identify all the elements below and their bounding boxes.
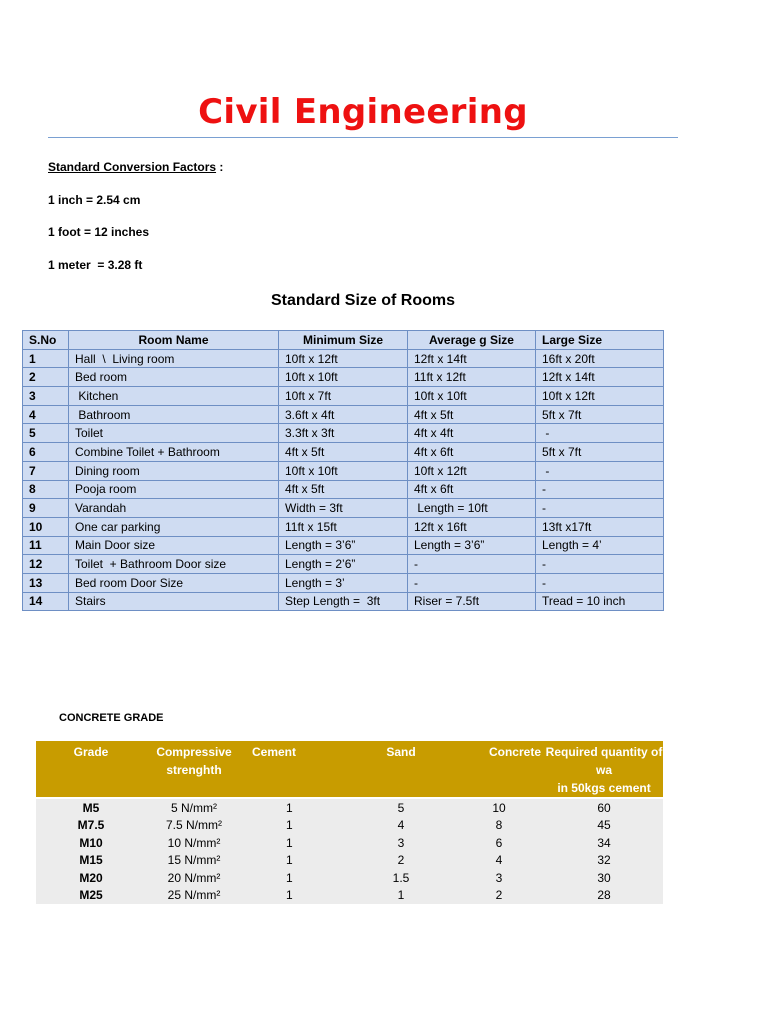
room-cell-room-name: Dining room xyxy=(69,461,279,480)
table-row xyxy=(36,834,663,852)
header-grade: Grade xyxy=(36,741,146,797)
room-cell-minimum-size: 10ft x 10ft xyxy=(279,461,408,480)
table-row xyxy=(36,887,663,905)
table-row xyxy=(23,517,664,536)
table-row xyxy=(23,443,664,462)
room-cell-sno: 11 xyxy=(23,536,69,555)
table-row xyxy=(23,592,664,611)
concrete-cell-grade: M15 xyxy=(36,852,146,870)
title-divider xyxy=(48,137,678,138)
concrete-cell-concrete: 10 xyxy=(453,799,545,817)
header-water-quantity: Required quantity of wa in 50kgs cement xyxy=(545,741,663,797)
room-cell-room-name: One car parking xyxy=(69,517,279,536)
room-cell-large-size: - xyxy=(536,424,664,443)
room-cell-sno: 9 xyxy=(23,499,69,518)
concrete-cell-sand: 4 xyxy=(349,817,453,835)
room-cell-sno: 1 xyxy=(23,349,69,368)
header-large-size: Large Size xyxy=(536,331,664,350)
concrete-grade-label: CONCRETE GRADE xyxy=(59,712,164,724)
concrete-table-header-row xyxy=(36,741,663,797)
room-cell-minimum-size: 3.3ft x 3ft xyxy=(279,424,408,443)
room-cell-minimum-size: 4ft x 5ft xyxy=(279,443,408,462)
room-cell-large-size: 16ft x 20ft xyxy=(536,349,664,368)
room-cell-minimum-size: Length = 2’6” xyxy=(279,555,408,574)
room-cell-average-size: Length = 3’6” xyxy=(408,536,536,555)
room-cell-large-size: Length = 4’ xyxy=(536,536,664,555)
table-row xyxy=(23,368,664,387)
concrete-cell-concrete: 8 xyxy=(453,817,545,835)
concrete-cell-compressive-strength: 5 N/mm² xyxy=(146,799,242,817)
room-cell-sno: 12 xyxy=(23,555,69,574)
concrete-cell-sand: 1 xyxy=(349,887,453,905)
room-cell-room-name: Bed room Door Size xyxy=(69,573,279,592)
header-compressive-strength: Compressive strenghth xyxy=(146,741,242,797)
room-cell-sno: 2 xyxy=(23,368,69,387)
room-cell-room-name: Stairs xyxy=(69,592,279,611)
concrete-cell-grade: M5 xyxy=(36,799,146,817)
concrete-cell-cement: 1 xyxy=(242,887,349,905)
table-row xyxy=(36,852,663,870)
table-row xyxy=(23,461,664,480)
room-cell-average-size: 10ft x 12ft xyxy=(408,461,536,480)
concrete-cell-cement: 1 xyxy=(242,869,349,887)
concrete-cell-water-quantity: 34 xyxy=(545,834,663,852)
header-cement: Cement xyxy=(242,741,349,797)
room-cell-average-size: 11ft x 12ft xyxy=(408,368,536,387)
room-cell-room-name: Main Door size xyxy=(69,536,279,555)
concrete-cell-water-quantity: 28 xyxy=(545,887,663,905)
room-cell-minimum-size: 4ft x 5ft xyxy=(279,480,408,499)
concrete-cell-sand: 2 xyxy=(349,852,453,870)
room-cell-sno: 3 xyxy=(23,387,69,406)
conversion-line-foot: 1 foot = 12 inches xyxy=(48,225,150,239)
room-cell-average-size: - xyxy=(408,573,536,592)
table-row xyxy=(36,799,663,817)
room-cell-sno: 7 xyxy=(23,461,69,480)
room-cell-room-name: Toilet + Bathroom Door size xyxy=(69,555,279,574)
concrete-cell-water-quantity: 32 xyxy=(545,852,663,870)
concrete-cell-grade: M20 xyxy=(36,869,146,887)
conversion-line-inch: 1 inch = 2.54 cm xyxy=(48,193,141,207)
room-cell-average-size: Riser = 7.5ft xyxy=(408,592,536,611)
conversion-heading xyxy=(48,160,223,174)
concrete-cell-cement: 1 xyxy=(242,852,349,870)
table-row xyxy=(36,817,663,835)
table-row xyxy=(23,424,664,443)
concrete-cell-cement: 1 xyxy=(242,834,349,852)
header-minimum-size: Minimum Size xyxy=(279,331,408,350)
room-cell-sno: 6 xyxy=(23,443,69,462)
room-table-header-row xyxy=(23,331,664,350)
room-cell-large-size: 10ft x 12ft xyxy=(536,387,664,406)
table-row xyxy=(23,573,664,592)
table-row xyxy=(23,555,664,574)
room-cell-average-size: 10ft x 10ft xyxy=(408,387,536,406)
room-cell-sno: 8 xyxy=(23,480,69,499)
concrete-cell-grade: M25 xyxy=(36,887,146,905)
room-cell-sno: 13 xyxy=(23,573,69,592)
header-sand: Sand xyxy=(349,741,453,797)
concrete-cell-compressive-strength: 7.5 N/mm² xyxy=(146,817,242,835)
room-cell-minimum-size: 3.6ft x 4ft xyxy=(279,405,408,424)
concrete-cell-water-quantity: 60 xyxy=(545,799,663,817)
room-size-table xyxy=(22,330,664,611)
header-average-size: Average g Size xyxy=(408,331,536,350)
room-cell-room-name: Varandah xyxy=(69,499,279,518)
rooms-section-title: Standard Size of Rooms xyxy=(270,292,456,309)
concrete-cell-water-quantity: 30 xyxy=(545,869,663,887)
room-cell-large-size: - xyxy=(536,499,664,518)
room-cell-average-size: 4ft x 5ft xyxy=(408,405,536,424)
header-room-name: Room Name xyxy=(69,331,279,350)
concrete-cell-cement: 1 xyxy=(242,799,349,817)
concrete-cell-grade: M7.5 xyxy=(36,817,146,835)
room-cell-large-size: - xyxy=(536,573,664,592)
concrete-cell-sand: 3 xyxy=(349,834,453,852)
room-cell-large-size: - xyxy=(536,480,664,499)
room-cell-average-size: 12ft x 16ft xyxy=(408,517,536,536)
conversion-heading-suffix: : xyxy=(216,160,224,174)
room-cell-room-name: Bathroom xyxy=(69,405,279,424)
concrete-cell-water-quantity: 45 xyxy=(545,817,663,835)
concrete-cell-compressive-strength: 10 N/mm² xyxy=(146,834,242,852)
room-cell-minimum-size: 10ft x 10ft xyxy=(279,368,408,387)
table-row xyxy=(36,869,663,887)
page-title: Civil Engineering xyxy=(198,92,528,132)
room-cell-sno: 14 xyxy=(23,592,69,611)
concrete-cell-compressive-strength: 15 N/mm² xyxy=(146,852,242,870)
room-cell-large-size: 5ft x 7ft xyxy=(536,443,664,462)
table-row xyxy=(23,480,664,499)
concrete-grade-table xyxy=(36,741,663,904)
room-cell-minimum-size: Step Length = 3ft xyxy=(279,592,408,611)
room-cell-average-size: 4ft x 6ft xyxy=(408,480,536,499)
conversion-line-meter: 1 meter = 3.28 ft xyxy=(48,258,143,272)
table-row xyxy=(23,499,664,518)
room-cell-room-name: Toilet xyxy=(69,424,279,443)
room-cell-average-size: 4ft x 6ft xyxy=(408,443,536,462)
room-cell-large-size: 12ft x 14ft xyxy=(536,368,664,387)
room-cell-average-size: 4ft x 4ft xyxy=(408,424,536,443)
header-concrete: Concrete xyxy=(453,741,545,797)
concrete-cell-grade: M10 xyxy=(36,834,146,852)
room-cell-minimum-size: Length = 3’ xyxy=(279,573,408,592)
room-cell-minimum-size: 11ft x 15ft xyxy=(279,517,408,536)
room-cell-minimum-size: 10ft x 12ft xyxy=(279,349,408,368)
room-cell-average-size: 12ft x 14ft xyxy=(408,349,536,368)
room-cell-minimum-size: Length = 3’6” xyxy=(279,536,408,555)
concrete-cell-concrete: 3 xyxy=(453,869,545,887)
room-cell-large-size: Tread = 10 inch xyxy=(536,592,664,611)
concrete-cell-compressive-strength: 25 N/mm² xyxy=(146,887,242,905)
concrete-cell-concrete: 2 xyxy=(453,887,545,905)
table-row xyxy=(23,536,664,555)
room-cell-sno: 4 xyxy=(23,405,69,424)
room-cell-sno: 10 xyxy=(23,517,69,536)
concrete-cell-sand: 5 xyxy=(349,799,453,817)
room-cell-minimum-size: Width = 3ft xyxy=(279,499,408,518)
concrete-cell-concrete: 4 xyxy=(453,852,545,870)
table-row xyxy=(23,405,664,424)
room-cell-sno: 5 xyxy=(23,424,69,443)
room-cell-minimum-size: 10ft x 7ft xyxy=(279,387,408,406)
room-cell-large-size: - xyxy=(536,461,664,480)
concrete-cell-cement: 1 xyxy=(242,817,349,835)
room-cell-large-size: 5ft x 7ft xyxy=(536,405,664,424)
concrete-cell-compressive-strength: 20 N/mm² xyxy=(146,869,242,887)
room-cell-room-name: Bed room xyxy=(69,368,279,387)
header-sno: S.No xyxy=(23,331,69,350)
conversion-heading-text: Standard Conversion Factors xyxy=(48,160,217,174)
concrete-cell-concrete: 6 xyxy=(453,834,545,852)
room-cell-room-name: Pooja room xyxy=(69,480,279,499)
table-row xyxy=(23,387,664,406)
room-cell-room-name: Kitchen xyxy=(69,387,279,406)
concrete-cell-sand: 1.5 xyxy=(349,869,453,887)
room-cell-average-size: Length = 10ft xyxy=(408,499,536,518)
room-table-body xyxy=(23,349,664,611)
room-cell-average-size: - xyxy=(408,555,536,574)
room-cell-room-name: Combine Toilet + Bathroom xyxy=(69,443,279,462)
room-cell-large-size: 13ft x17ft xyxy=(536,517,664,536)
concrete-table-body xyxy=(36,797,663,904)
room-cell-room-name: Hall \ Living room xyxy=(69,349,279,368)
room-cell-large-size: - xyxy=(536,555,664,574)
table-row xyxy=(23,349,664,368)
